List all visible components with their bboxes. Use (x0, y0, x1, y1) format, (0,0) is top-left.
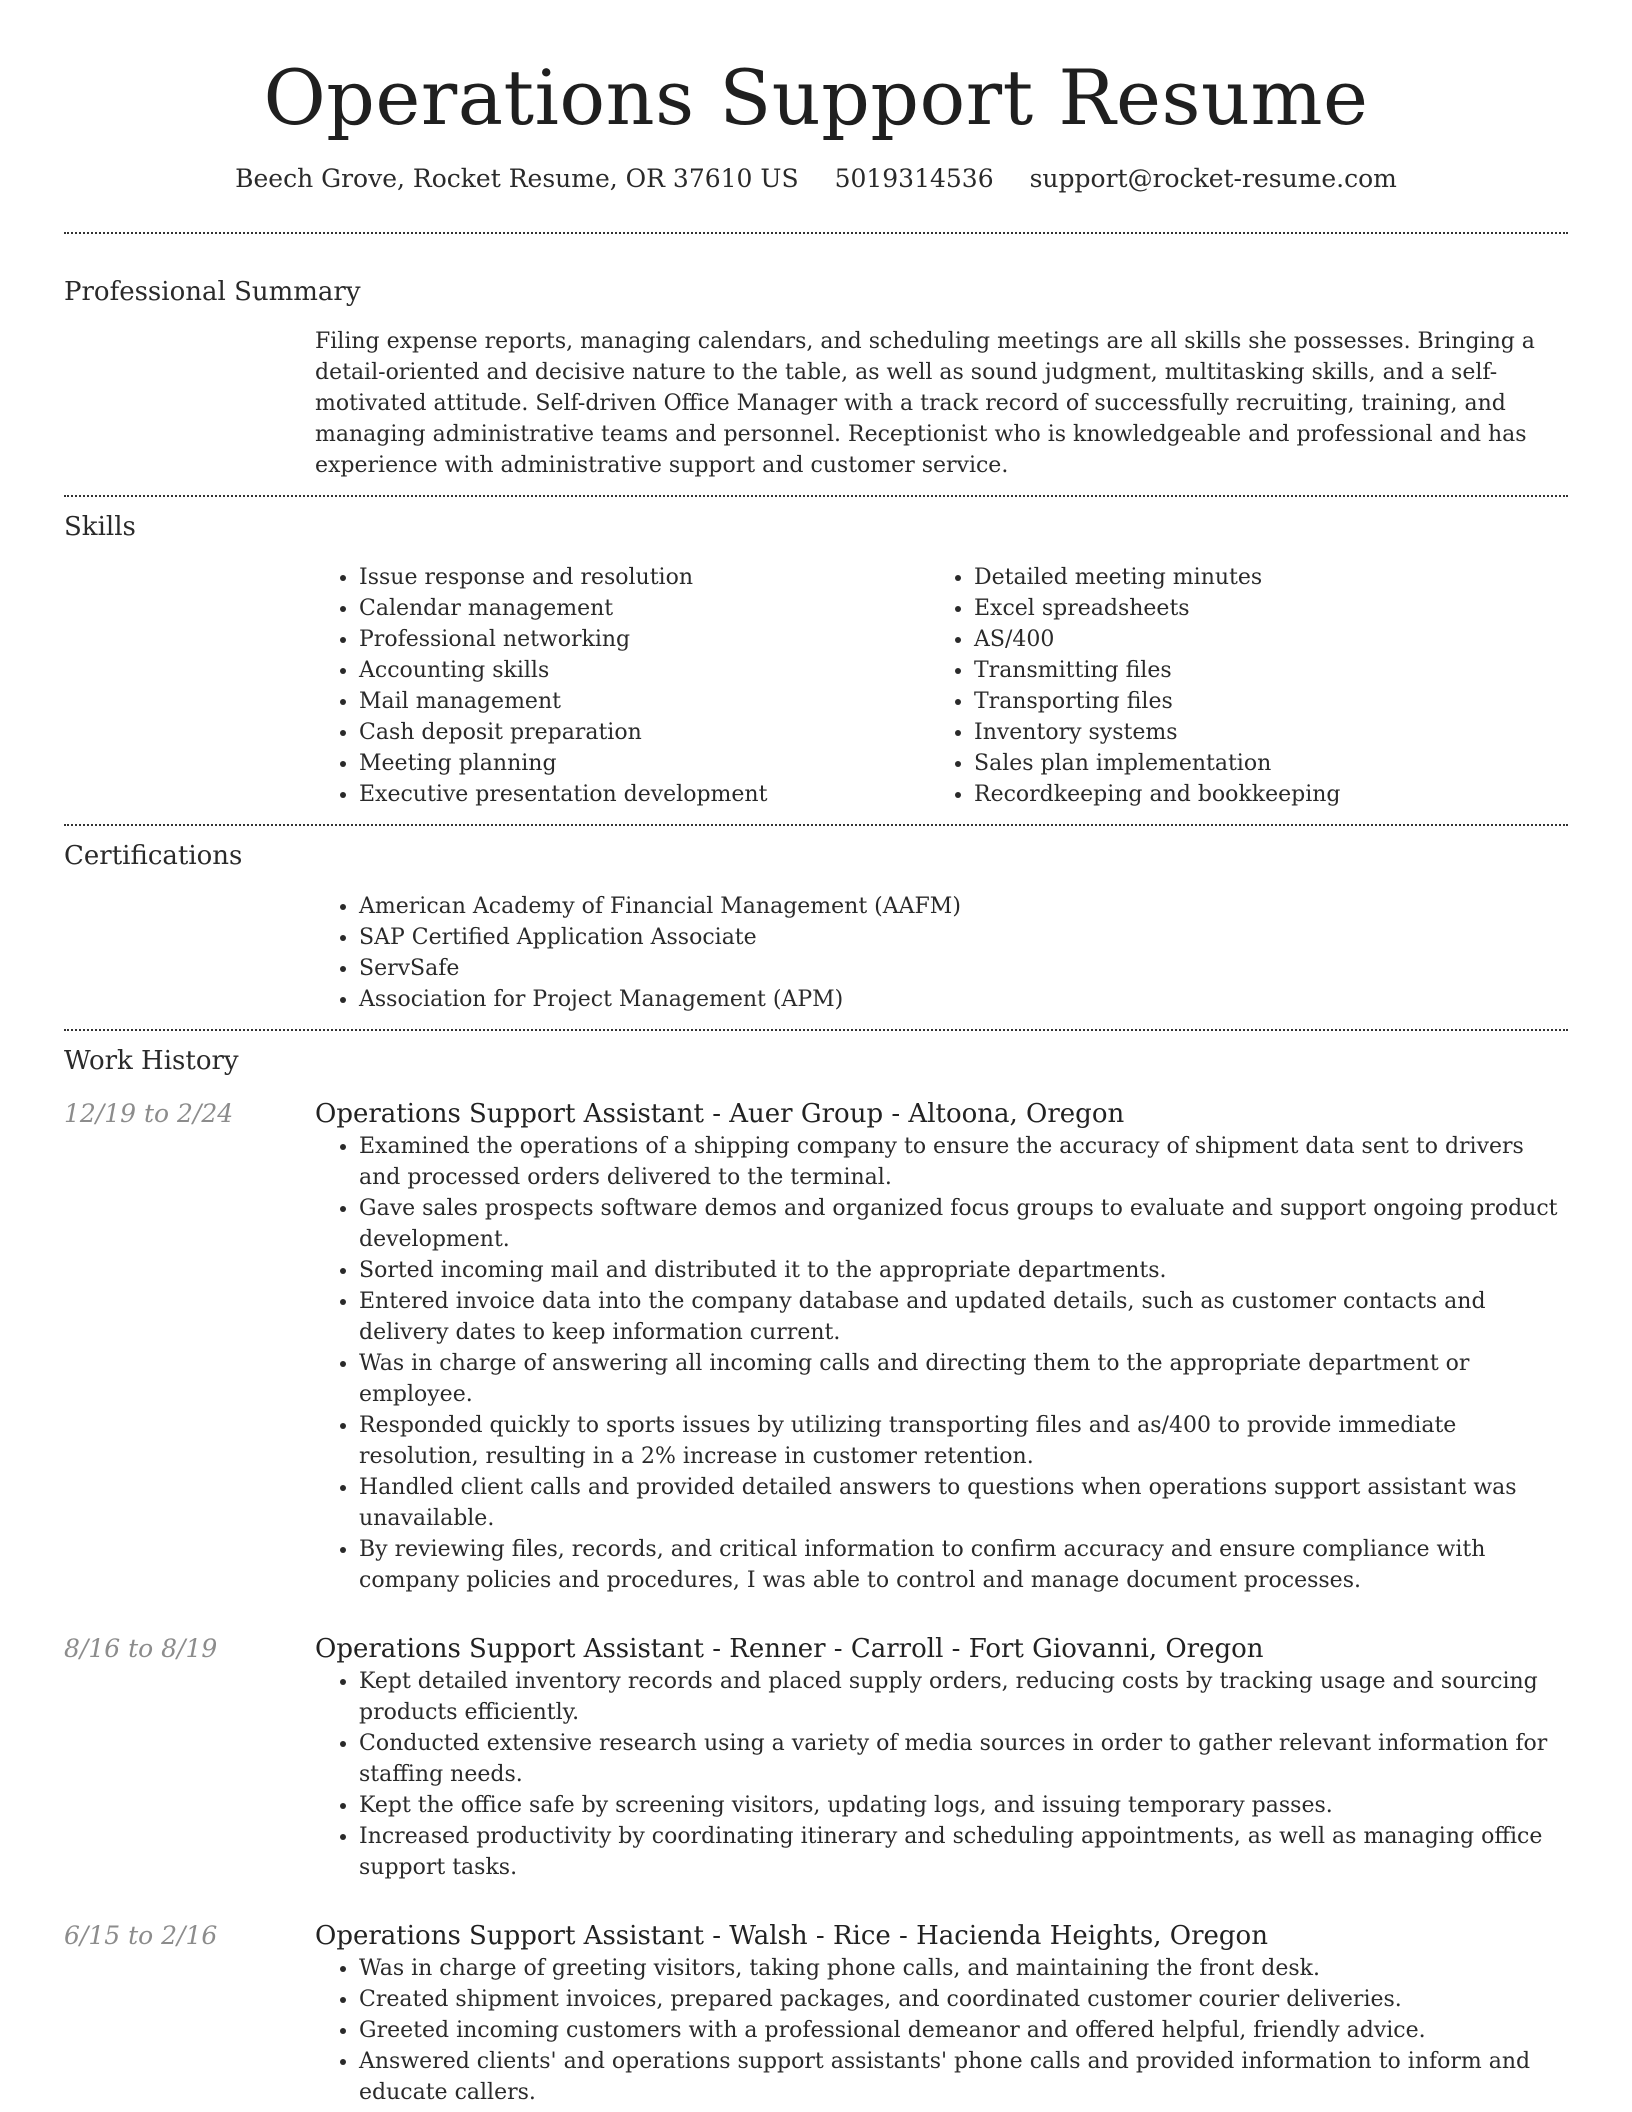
skill-item: • AS/400 (974, 624, 1545, 655)
job-entry (64, 1919, 1568, 2108)
skills-column-left (315, 562, 930, 810)
skill-item: • Inventory systems (974, 717, 1545, 748)
skill-item: • Accounting skills (359, 655, 930, 686)
skills-section (64, 497, 1568, 810)
skill-item: • Cash deposit preparation (359, 717, 930, 748)
certifications-section (64, 826, 1568, 1015)
job-details (315, 1919, 1568, 2108)
job-bullet: • Increased productivity by coordinating itinerary and scheduling appointments, as well as managing office support tasks. (359, 1821, 1568, 1883)
certifications-list (315, 891, 1568, 1015)
skills-heading: Skills (64, 512, 136, 542)
contact-address: Beech Grove, Rocket Resume, OR 37610 US (235, 164, 799, 193)
job-bullet: • Sorted incoming mail and distributed it to the appropriate departments. (359, 1255, 1568, 1286)
certification-item: • Association for Project Management (APM) (359, 984, 1568, 1015)
job-bullet-list (315, 1666, 1568, 1883)
job-bullet: • Was in charge of answering all incoming calls and directing them to the appropriate department or employee. (359, 1348, 1568, 1410)
job-bullet: • Kept detailed inventory records and placed supply orders, reducing costs by tracking usage and sourcing products efficiently. (359, 1666, 1568, 1728)
job-dates: 6/15 to 2/16 (64, 1921, 218, 1950)
skill-item: • Transmitting files (974, 655, 1545, 686)
contact-info (64, 162, 1568, 196)
job-title: Operations Support Assistant - Auer Group - Altoona, Oregon (315, 1099, 1125, 1129)
skill-item: • Excel spreadsheets (974, 593, 1545, 624)
summary-text: Filing expense reports, managing calendars, and scheduling meetings are all skills she possesses. Bringing a detail-oriented and decisive nature to the table, as well as sound judgment, multitasking skills, and a self-motivated attitude. Self-driven Office Manager with a track record of successfully recruiting, training, and managing administrative teams and personnel. Receptionist who is knowledgeable and professional and has experience with administrative support and customer service. (315, 329, 1535, 478)
job-bullet: • Examined the operations of a shipping company to ensure the accuracy of shipment data sent to drivers and processed orders delivered to the terminal. (359, 1131, 1568, 1193)
job-bullet: • Gave sales prospects software demos and organized focus groups to evaluate and support ongoing product development. (359, 1193, 1568, 1255)
job-bullet: • Answered clients' and operations support assistants' phone calls and provided information to inform and educate callers. (359, 2046, 1568, 2108)
skill-item: • Recordkeeping and bookkeeping (974, 779, 1545, 810)
job-title: Operations Support Assistant - Walsh - Rice - Hacienda Heights, Oregon (315, 1921, 1268, 1951)
skill-item: • Professional networking (359, 624, 930, 655)
certifications-heading: Certifications (64, 841, 243, 871)
job-bullet: • Was in charge of greeting visitors, taking phone calls, and maintaining the front desk. (359, 1953, 1568, 1984)
job-bullet: • Conducted extensive research using a variety of media sources in order to gather relevant information for staffing needs. (359, 1728, 1568, 1790)
job-bullet: • Kept the office safe by screening visitors, updating logs, and issuing temporary passes. (359, 1790, 1568, 1821)
job-bullet: • Created shipment invoices, prepared packages, and coordinated customer courier deliveries. (359, 1984, 1568, 2015)
job-bullet: • Greeted incoming customers with a professional demeanor and offered helpful, friendly advice. (359, 2015, 1568, 2046)
skills-column-right (930, 562, 1545, 810)
job-bullet: • By reviewing files, records, and critical information to confirm accuracy and ensure compliance with company policies and procedures, I was able to control and manage document processes. (359, 1534, 1568, 1596)
job-bullet-list (315, 1131, 1568, 1596)
job-dates: 8/16 to 8/19 (64, 1634, 218, 1663)
job-bullet: • Responded quickly to sports issues by utilizing transporting files and as/400 to provide immediate resolution, resulting in a 2% increase in customer retention. (359, 1410, 1568, 1472)
job-title: Operations Support Assistant - Renner - Carroll - Fort Giovanni, Oregon (315, 1634, 1264, 1664)
skill-item: • Calendar management (359, 593, 930, 624)
job-details (315, 1097, 1568, 1596)
work-history-heading: Work History (64, 1046, 239, 1076)
skills-grid (315, 562, 1568, 810)
job-bullet-list (315, 1953, 1568, 2108)
job-entry (64, 1097, 1568, 1596)
summary-section (64, 234, 1568, 481)
skill-item: • Mail management (359, 686, 930, 717)
resume-title: Operations Support Resume (263, 53, 1369, 142)
skill-item: • Transporting files (974, 686, 1545, 717)
job-details (315, 1632, 1568, 1883)
skill-item: • Meeting planning (359, 748, 930, 779)
job-bullet: • Handled client calls and provided detailed answers to questions when operations support assistant was unavailable. (359, 1472, 1568, 1534)
certification-item: • SAP Certified Application Associate (359, 922, 1568, 953)
skill-item: • Detailed meeting minutes (974, 562, 1545, 593)
contact-phone: 5019314536 (834, 164, 994, 193)
skill-item: • Issue response and resolution (359, 562, 930, 593)
certification-item: • ServSafe (359, 953, 1568, 984)
skill-item: • Sales plan implementation (974, 748, 1545, 779)
skill-item: • Executive presentation development (359, 779, 930, 810)
summary-heading: Professional Summary (64, 277, 361, 307)
certification-item: • American Academy of Financial Management (AAFM) (359, 891, 1568, 922)
work-history-section (64, 1031, 1568, 2108)
contact-email: support@rocket-resume.com (1029, 164, 1397, 193)
job-bullet: • Entered invoice data into the company database and updated details, such as customer contacts and delivery dates to keep information current. (359, 1286, 1568, 1348)
job-dates: 12/19 to 2/24 (64, 1099, 234, 1128)
job-entry (64, 1632, 1568, 1883)
